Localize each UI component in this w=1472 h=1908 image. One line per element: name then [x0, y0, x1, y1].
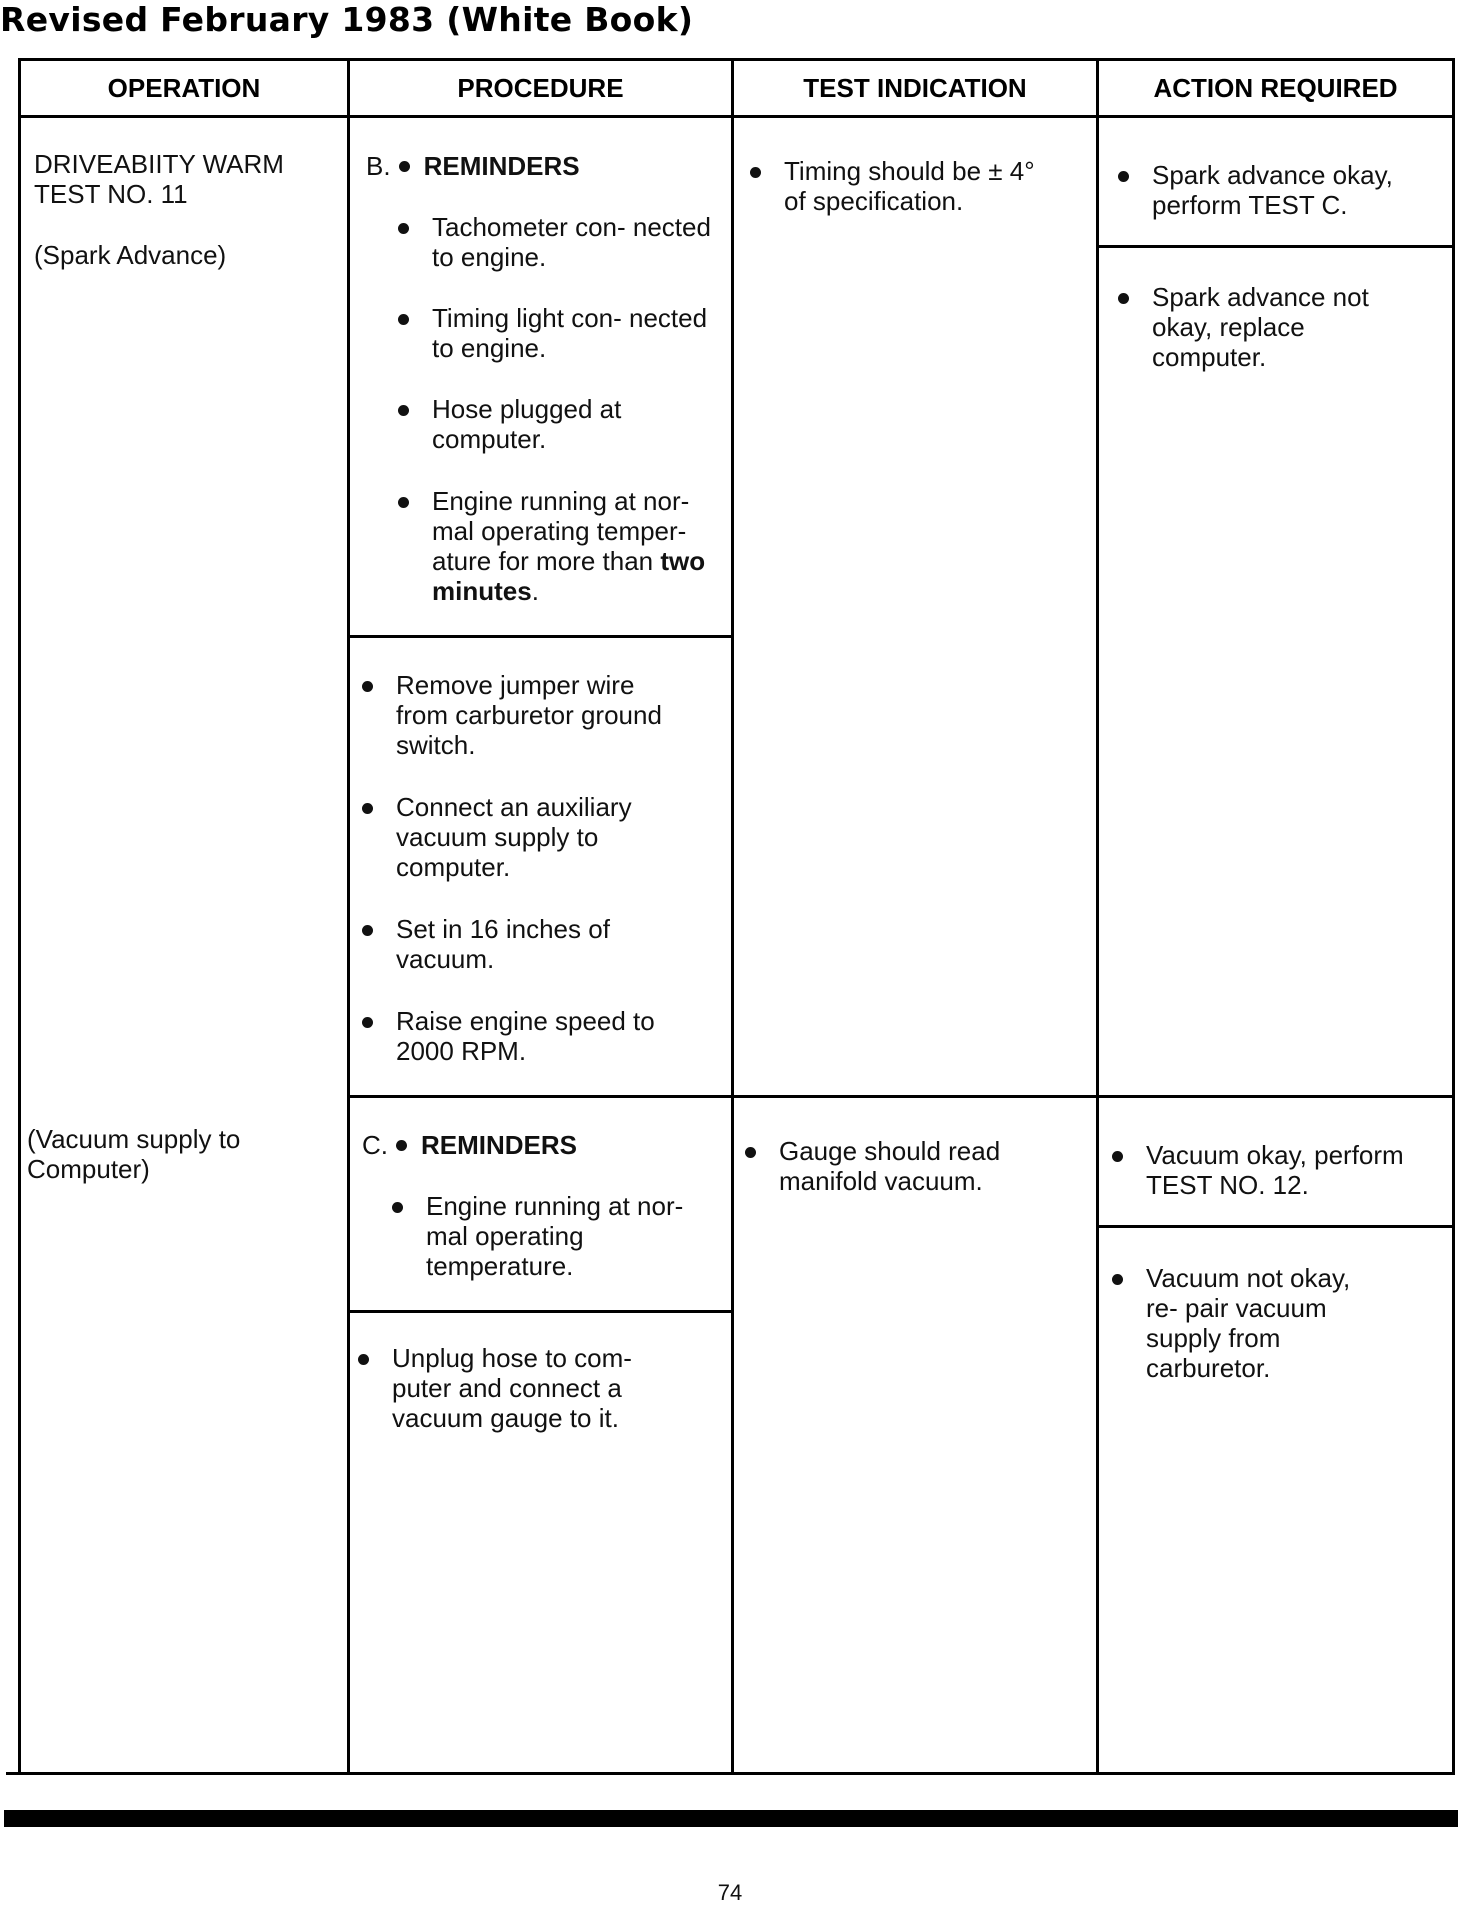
bullet-icon: [398, 405, 409, 416]
column-divider-3: [1096, 58, 1099, 1775]
procedure-c-reminder-item: Engine running at nor- mal operating temperature.: [392, 1191, 712, 1281]
procedure-b-item4-bold: two minutes: [432, 546, 706, 606]
table-right-border: [1452, 58, 1455, 1775]
bullet-icon: [392, 1202, 403, 1213]
bullet-icon: [398, 497, 409, 508]
bullet-icon: [745, 1147, 756, 1158]
procedure-b-reminder-item: Timing light con- nected to engine.: [398, 303, 718, 363]
procedure-c-prefix: C.: [362, 1130, 388, 1160]
footer-rule: [4, 1810, 1458, 1827]
procedure-b-step: Connect an auxiliary vacuum supply to computer.: [362, 792, 692, 882]
procedure-b-divider: [347, 635, 731, 638]
column-header-test-indication: TEST INDICATION: [803, 72, 1027, 103]
action-c-divider: [1096, 1225, 1455, 1228]
column-divider-2: [731, 58, 734, 1775]
test-indication-b-line1: Timing should be ± 4°: [784, 156, 1035, 186]
procedure-c-reminders: [362, 1130, 577, 1160]
table-bottom-border: [6, 1772, 1452, 1775]
procedure-c-reminders-label: REMINDERS: [421, 1130, 578, 1160]
action-c-not-okay: Vacuum not okay, re- pair vacuum supply from carburetor.: [1112, 1263, 1382, 1383]
bullet-icon: [750, 167, 761, 178]
procedure-b-item4-end: .: [531, 576, 539, 606]
procedure-b-step: Remove jumper wire from carburetor ground switch.: [362, 670, 692, 760]
bullet-icon: [362, 1017, 373, 1028]
action-b-divider: [1096, 245, 1455, 248]
column-header-procedure: PROCEDURE: [457, 72, 624, 103]
operation-test-name-line2: TEST NO. 11: [34, 179, 188, 209]
operation-vacuum-label: [27, 1124, 327, 1184]
bullet-icon: [358, 1354, 369, 1365]
action-c-okay: Vacuum okay, perform TEST NO. 12.: [1112, 1140, 1442, 1200]
operation-vacuum-label-line1: (Vacuum supply to: [27, 1124, 241, 1154]
bullet-icon: [398, 223, 409, 234]
column-header-action-required: ACTION REQUIRED: [1153, 72, 1398, 103]
procedure-b-reminders-label: REMINDERS: [423, 151, 580, 181]
operation-test-name-line1: DRIVEABIITY WARM: [34, 149, 284, 179]
bullet-icon: [399, 161, 410, 172]
procedure-b-reminder-item: Hose plugged at computer.: [398, 394, 718, 454]
bullet-icon: [362, 803, 373, 814]
procedure-c-divider: [347, 1310, 731, 1313]
procedure-b-prefix: B.: [366, 151, 391, 181]
page-title: Revised February 1983 (White Book): [0, 0, 694, 39]
procedure-b-reminders: [366, 151, 580, 181]
test-indication-b-line2: of specification.: [784, 186, 964, 216]
operation-test-name: [34, 149, 334, 209]
bullet-icon: [1112, 1274, 1123, 1285]
bullet-icon: [362, 925, 373, 936]
page-number: 74: [717, 1880, 743, 1905]
bullet-icon: [1112, 1151, 1123, 1162]
action-b-not-okay: Spark advance not okay, replace computer.: [1118, 282, 1388, 372]
bullet-icon: [1118, 293, 1129, 304]
column-header-operation: OPERATION: [107, 72, 261, 103]
test-indication-b: [750, 156, 1080, 216]
procedure-c-step: Unplug hose to com- puter and connect a vacuum gauge to it.: [358, 1343, 688, 1433]
table-left-border: [18, 58, 21, 1775]
operation-spark-label: (Spark Advance): [34, 240, 227, 270]
test-indication-c: Gauge should read manifold vacuum.: [745, 1136, 1045, 1196]
procedure-b-step: Set in 16 inches of vacuum.: [362, 914, 692, 974]
column-divider-1: [347, 58, 350, 1775]
bullet-icon: [1118, 171, 1129, 182]
procedure-b-reminder-item: Tachometer con- nected to engine.: [398, 212, 718, 272]
bullet-icon: [396, 1140, 407, 1151]
bullet-icon: [362, 681, 373, 692]
row-divider-b-c: [347, 1095, 1455, 1098]
procedure-b-step: Raise engine speed to 2000 RPM.: [362, 1006, 692, 1066]
procedure-b-item4-text: Engine running at nor- mal operating temper- ature for more than: [432, 486, 690, 576]
procedure-b-reminder-item: [398, 486, 718, 606]
action-b-okay: Spark advance okay, perform TEST C.: [1118, 160, 1438, 220]
operation-vacuum-label-line2: Computer): [27, 1154, 150, 1184]
bullet-icon: [398, 314, 409, 325]
